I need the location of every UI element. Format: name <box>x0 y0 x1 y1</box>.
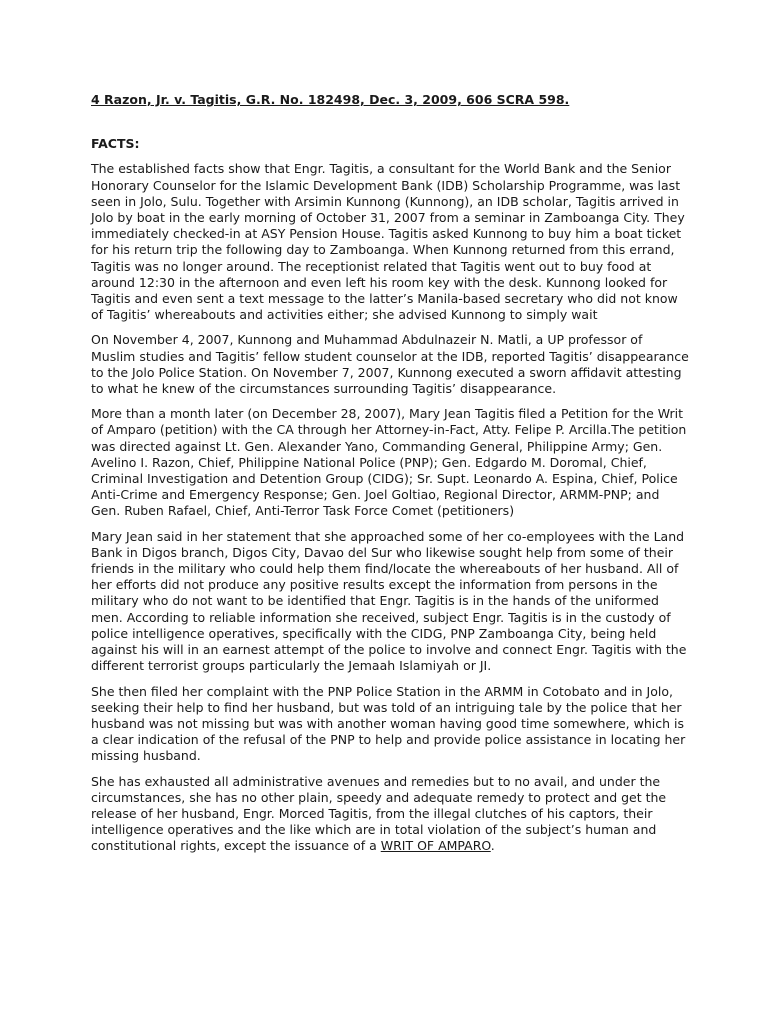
paragraph-6-text: She has exhausted all administrative avenues and remedies but to no avail, and under the circumstances, she has no other plain, speedy and adequate remedy to protect and get the release of her husband, Engr. Morced Tagitis, from the illegal clutches of his captors, their intelligence operatives and the like which are in total violation of the subject’s human and constitutional rights, except the issuance of a <box>91 773 667 854</box>
facts-heading: FACTS: <box>91 136 140 152</box>
paragraph-6 <box>91 774 689 855</box>
paragraph-2: On November 4, 2007, Kunnong and Muhammad Abdulnazeir N. Matli, a UP professor of Muslim studies and Tagitis’ fellow student counselor at the IDB, reported Tagitis’ disappearance to the Jolo Police Station. On November 7, 2007, Kunnong executed a sworn affidavit attesting to what he knew of the circumstances surrounding Tagitis’ disappearance. <box>91 332 689 397</box>
document-page <box>91 92 689 864</box>
paragraph-4: Mary Jean said in her statement that she approached some of her co-employees with the Land Bank in Digos branch, Digos City, Davao del Sur who likewise sought help from some of their friends in the military who could help them find/locate the whereabouts of her husband. All of her efforts did not produce any positive results except the information from persons in the military who do not want to be identified that Engr. Tagitis is in the hands of the uniformed men. According to reliable information she received, subject Engr. Tagitis is in the custody of police intelligence operatives, specifically with the CIDG, PNP Zamboanga City, being held against his will in an earnest attempt of the police to involve and connect Engr. Tagitis with the different terrorist groups particularly the Jemaah Islamiyah or JI. <box>91 528 687 674</box>
paragraph-5: She then filed her complaint with the PNP Police Station in the ARMM in Cotobato and in Jolo, seeking their help to find her husband, but was told of an intriguing tale by the police that her husband was not missing but was with another woman having good time somewhere, which is a clear indication of the refusal of the PNP to help and provide police assistance in locating her missing husband. <box>91 683 686 764</box>
paragraph-1: The established facts show that Engr. Tagitis, a consultant for the World Bank and the Senior Honorary Counselor for the Islamic Development Bank (IDB) Scholarship Programme, was last seen in Jolo, Sulu. Together with Arsimin Kunnong (Kunnong), an IDB scholar, Tagitis arrived in Jolo by boat in the early morning of October 31, 2007 from a seminar in Zamboanga City. They immediately checked-in at ASY Pension House. Tagitis asked Kunnong to buy him a boat ticket for his return trip the following day to Zamboanga. When Kunnong returned from this errand, Tagitis was no longer around. The receptionist related that Tagitis went out to buy food at around 12:30 in the afternoon and even left his room key with the desk. Kunnong looked for Tagitis and even sent a text message to the latter’s Manila-based secretary who did not know of Tagitis’ whereabouts and activities either; she advised Kunnong to simply wait <box>91 161 685 323</box>
writ-of-amparo-link[interactable]: WRIT OF AMPARO <box>380 838 491 854</box>
case-title: 4 Razon, Jr. v. Tagitis, G.R. No. 182498, Dec. 3, 2009, 606 SCRA 598. <box>91 92 570 107</box>
paragraph-3: More than a month later (on December 28, 2007), Mary Jean Tagitis filed a Petition for the Writ of Amparo (petition) with the CA through her Attorney-in-Fact, Atty. Felipe P. Arcilla.The petition was directed against Lt. Gen. Alexander Yano, Commanding General, Philippine Army; Gen. Avelino I. Razon, Chief, Philippine National Police (PNP); Gen. Edgardo M. Doromal, Chief, Criminal Investigation and Detention Group (CIDG); Sr. Supt. Leonardo A. Espina, Chief, Police Anti-Crime and Emergency Response; Gen. Joel Goltiao, Regional Director, ARMM-PNP; and Gen. Ruben Rafael, Chief, Anti-Terror Task Force Comet (petitioners) <box>91 406 687 519</box>
paragraph-6-end: . <box>490 838 495 854</box>
